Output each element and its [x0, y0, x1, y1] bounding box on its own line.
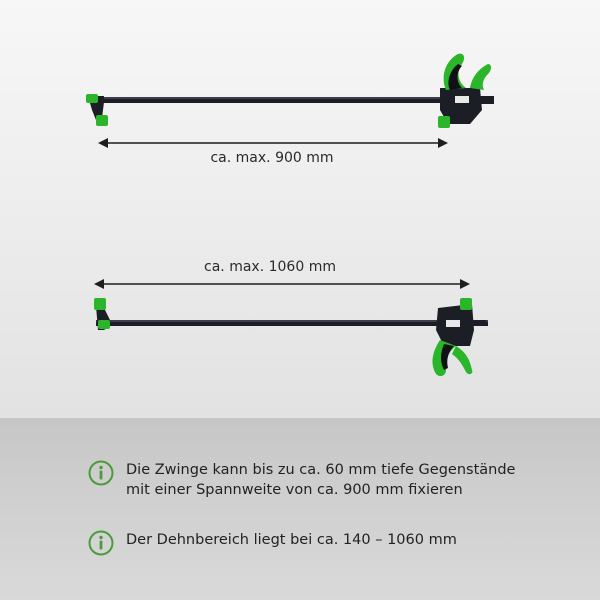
info-note-range-line-1: Der Dehnbereich liegt bei ca. 140 – 1060 mm	[126, 532, 457, 548]
info-panel	[0, 418, 600, 600]
clamp-spreading-mode-illustration	[0, 290, 600, 390]
info-note-range-text	[126, 530, 546, 550]
info-icon	[88, 460, 114, 486]
clamp-clamping-mode-illustration	[0, 40, 600, 150]
info-note-range	[88, 530, 546, 556]
dimension-label-bottom: ca. max. 1060 mm	[204, 259, 336, 275]
info-icon	[88, 530, 114, 556]
info-note-depth-text	[126, 460, 546, 500]
dimension-arrow-top	[0, 136, 600, 150]
info-note-depth-line-2: mit einer Spannweite von ca. 900 mm fixieren	[126, 482, 463, 498]
dimension-arrow-bottom	[0, 277, 600, 291]
info-note-depth	[88, 460, 546, 500]
dimension-label-top: ca. max. 900 mm	[210, 150, 334, 166]
info-note-depth-line-1: Die Zwinge kann bis zu ca. 60 mm tiefe Gegenstände	[126, 462, 516, 478]
